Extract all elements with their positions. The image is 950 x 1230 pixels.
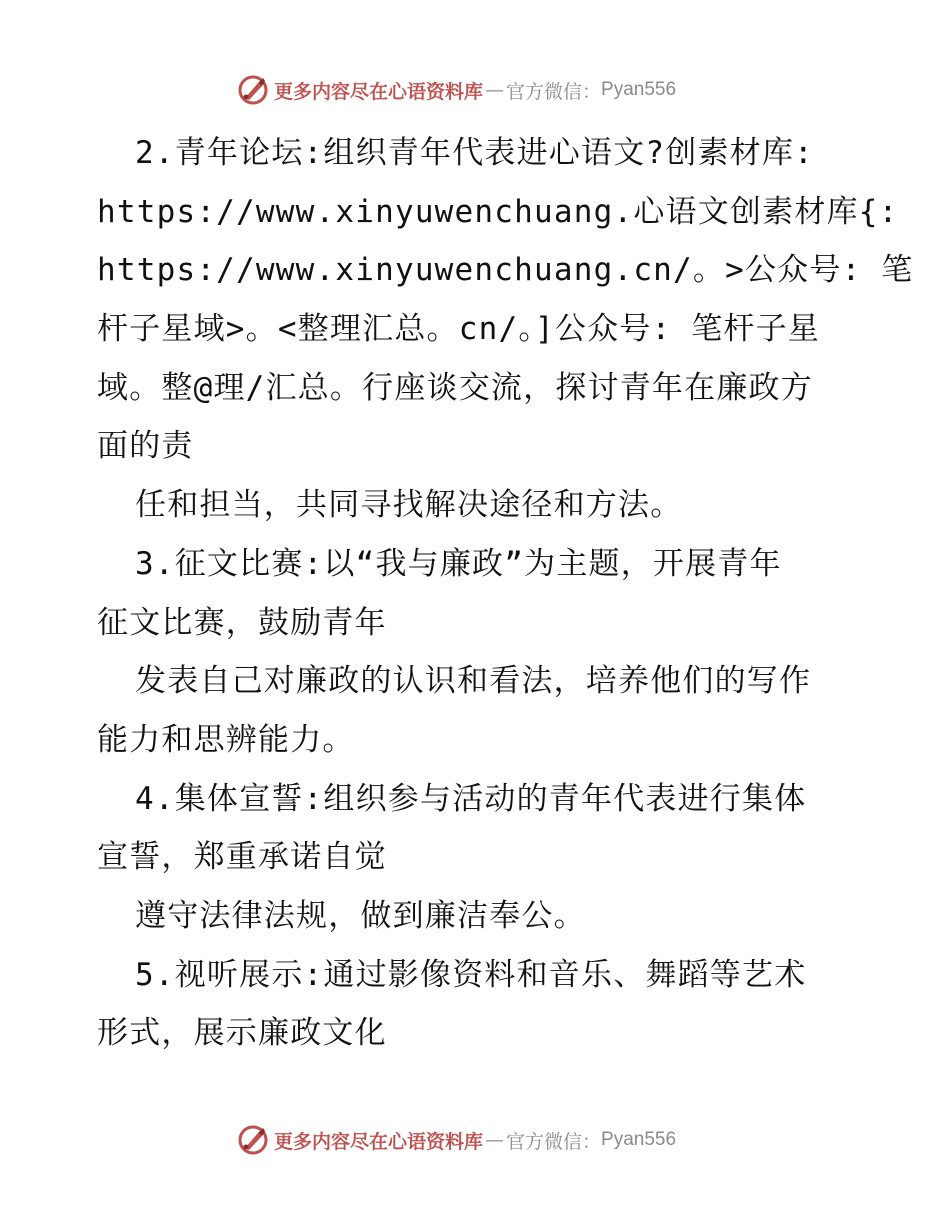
watermark-dash: — (485, 79, 505, 101)
text-line: 征文比赛，鼓励青年 (97, 604, 387, 641)
watermark-dash: — (485, 1129, 505, 1151)
text-line: https://www.xinyuwenchuang.心语文创素材库{: (97, 193, 899, 230)
text-line: https://www.xinyuwenchuang.cn/。>公众号: 笔 (97, 252, 914, 289)
watermark-contact-id: Pyan556 (601, 1129, 677, 1150)
text-line: 任和担当，共同寻找解决途径和方法。 (135, 487, 683, 524)
text-line: 5.视听展示:通过影像资料和音乐、舞蹈等艺术 (135, 956, 807, 993)
text-line: 2.青年论坛:组织青年代表进心语文?创素材库: (135, 135, 814, 171)
text-line: 能力和思辨能力。 (97, 721, 355, 758)
watermark-text: 更多内容尽在心语资料库 (274, 1130, 484, 1153)
watermark-contact-label: 官方微信： (506, 80, 602, 103)
document-body (97, 124, 914, 1063)
watermark-text: 更多内容尽在心语资料库 (274, 80, 484, 103)
text-line: 宣誓，郑重承诺自觉 (97, 839, 387, 876)
text-line: 杆子星域>。<整理汇总。cn/。]公众号: 笔杆子星 (97, 311, 821, 348)
text-line: 面的责 (97, 428, 194, 465)
red-brush-logo-icon (236, 73, 270, 107)
text-line: 遵守法律法规，做到廉洁奉公。 (135, 897, 586, 934)
text-line: 形式，展示廉政文化 (97, 1015, 387, 1052)
text-line: 域。整@理/汇总。行座谈交流，探讨青年在廉政方 (97, 369, 813, 406)
watermark-contact-id: Pyan556 (601, 79, 677, 100)
red-brush-logo-icon (236, 1123, 270, 1157)
footer-watermark (236, 1123, 676, 1157)
watermark-contact-label: 官方微信： (506, 1130, 602, 1153)
text-line: 4.集体宣誓:组织参与活动的青年代表进行集体 (135, 780, 807, 817)
text-line: 3.征文比赛:以“我与廉政”为主题，开展青年 (135, 545, 782, 582)
text-line: 发表自己对廉政的认识和看法，培养他们的写作 (135, 663, 812, 700)
header-watermark (236, 73, 676, 107)
